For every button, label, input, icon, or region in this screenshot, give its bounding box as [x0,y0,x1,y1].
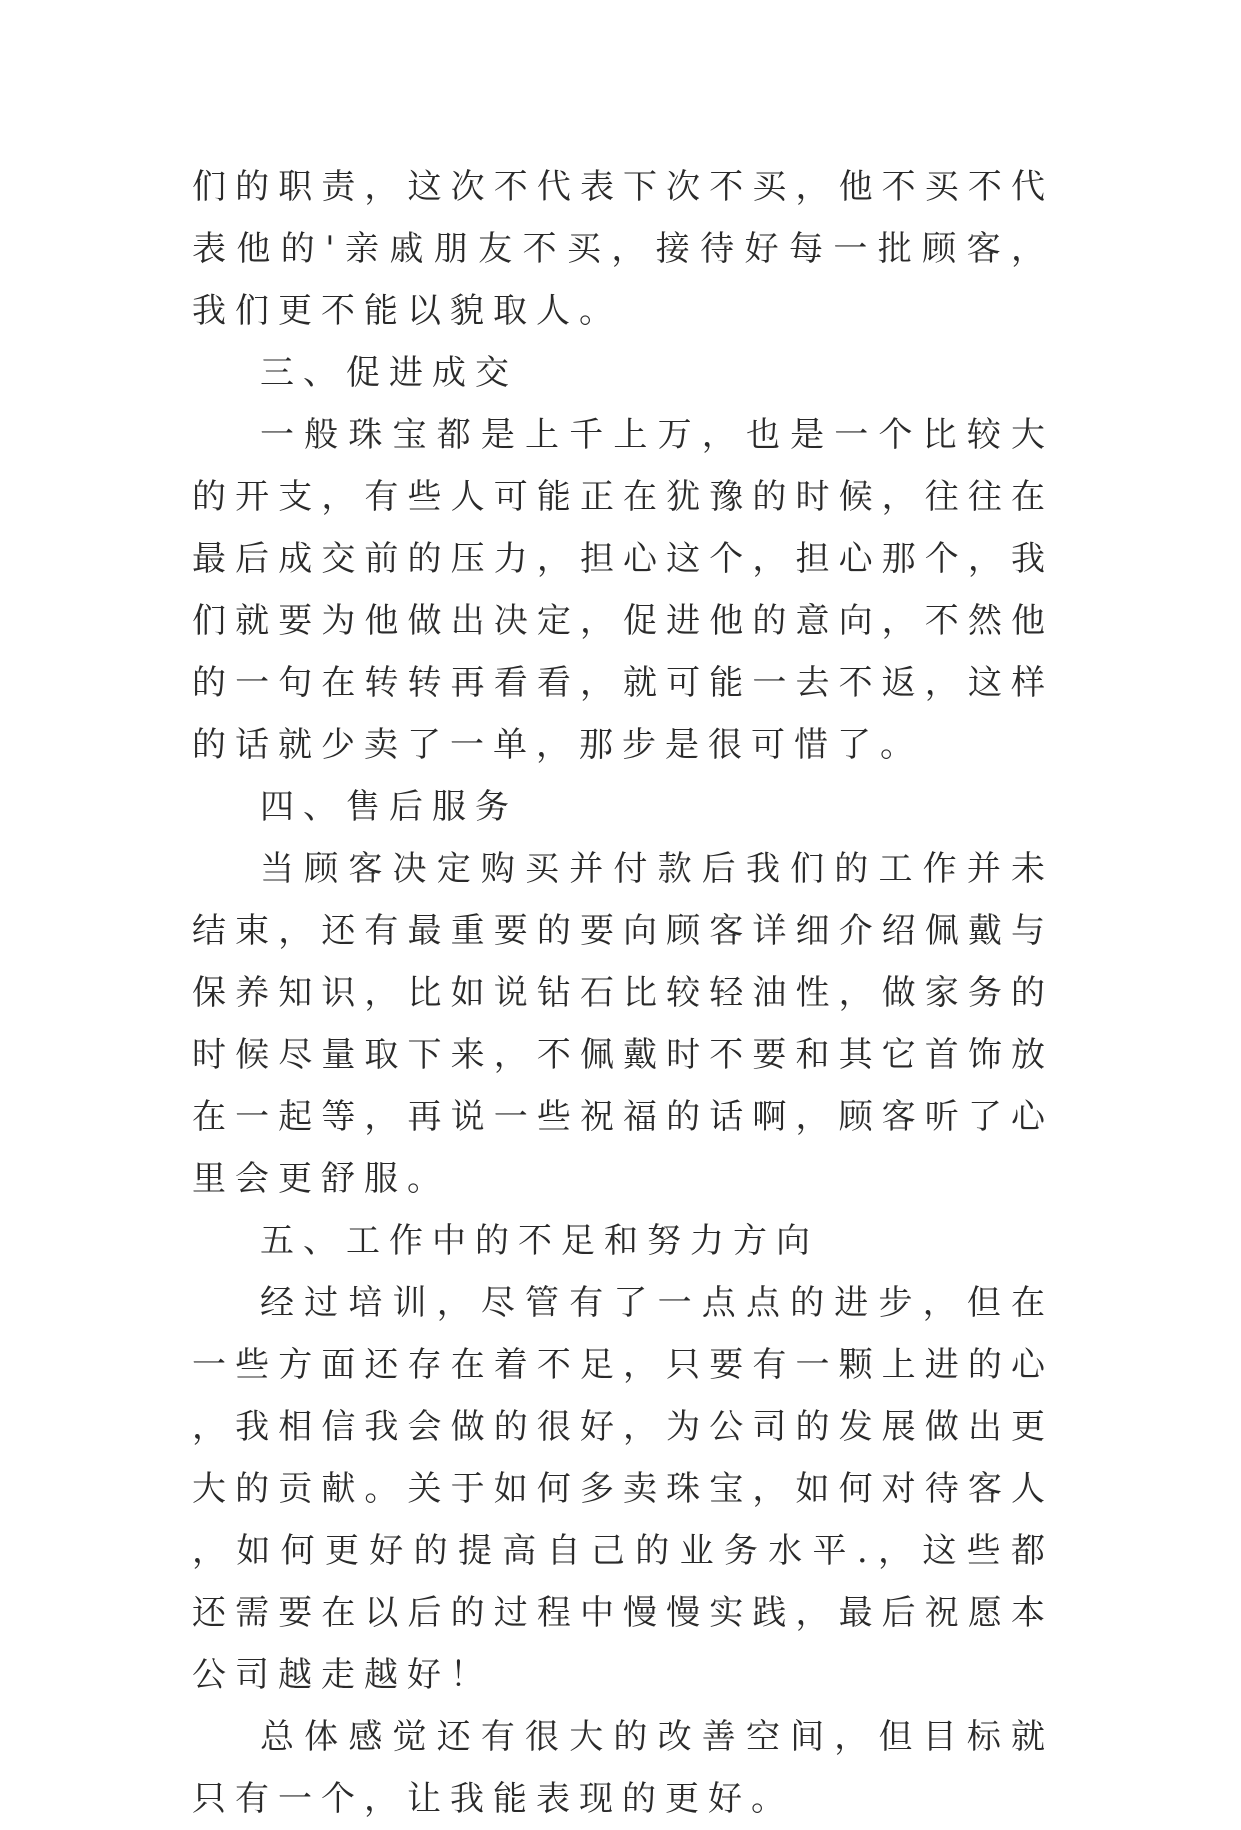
section-heading-promote-deal: 三、促进成交 [260,353,518,393]
paragraph-promote-deal: 一般珠宝都是上千上万，也是一个比较大的开支，有些人可能正在犹豫的时候，往往在最后成交前的压力，担心这个，担心那个，我们就要为他做出决定，促进他的意向，不然他的一句在转转再看看，就可能一去不返，这样的话就少卖了一单，那步是很可惜了。 [192,415,1054,765]
section-heading-shortcomings: 五、工作中的不足和努力方向 [260,1221,819,1261]
section-heading-after-sales: 四、售后服务 [260,787,518,827]
paragraph-continuation: 们的职责，这次不代表下次不买，他不买不代表他的'亲戚朋友不买，接待好每一批顾客，我们更不能以貌取人。 [192,167,1054,331]
paragraph-summary: 总体感觉还有很大的改善空间，但目标就只有一个，让我能表现的更好。 [192,1717,1054,1819]
paragraph-shortcomings: 经过培训，尽管有了一点点的进步，但在一些方面还存在着不足，只要有一颗上进的心，我相信我会做的很好，为公司的发展做出更大的贡献。关于如何多卖珠宝，如何对待客人，如何更好的提高自己的业务水平.，这些都还需要在以后的过程中慢慢实践，最后祝愿本公司越走越好！ [192,1283,1054,1695]
document-body [192,156,1054,1830]
paragraph-after-sales: 当顾客决定购买并付款后我们的工作并未结束，还有最重要的要向顾客详细介绍佩戴与保养知识，比如说钻石比较轻油性，做家务的时候尽量取下来，不佩戴时不要和其它首饰放在一起等，再说一些祝福的话啊，顾客听了心里会更舒服。 [192,849,1054,1199]
